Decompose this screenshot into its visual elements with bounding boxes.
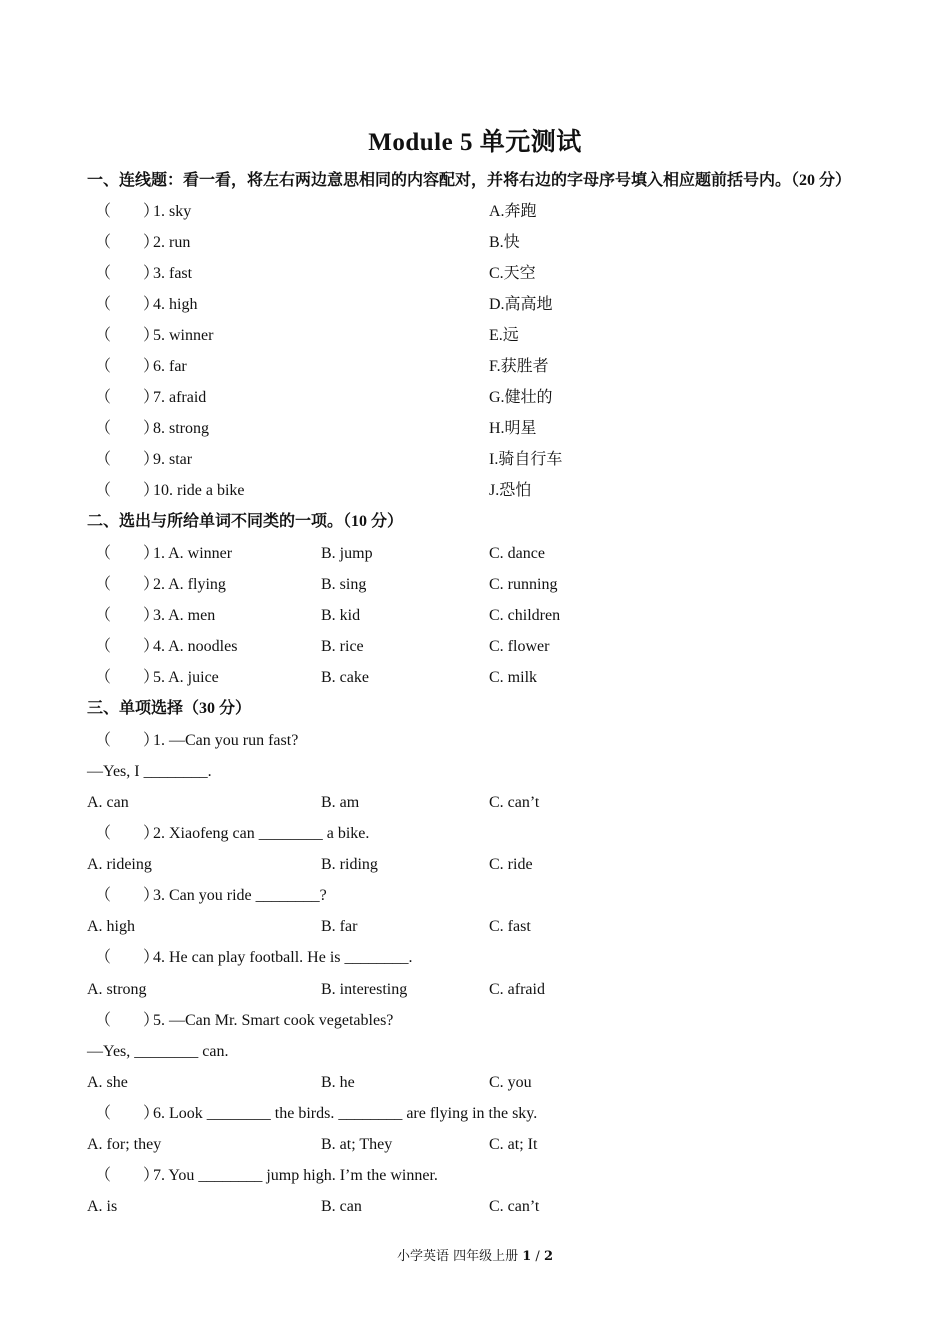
question-text: 1. —Can you run fast? (153, 732, 299, 749)
question-text: 7. You ________ jump high. I’m the winner. (153, 1167, 438, 1184)
answer-blank: （ ） (95, 234, 160, 251)
answer-blank: （ ） (95, 1167, 160, 1184)
answer-blank: （ ） (95, 1012, 160, 1029)
answer-blank: （ ） (95, 203, 160, 220)
option-a: A. high (87, 918, 135, 935)
question-text: 5. —Can Mr. Smart cook vegetables? (153, 1012, 394, 1029)
match-right-item: B.快 (489, 234, 520, 251)
match-row (0, 382, 950, 413)
answer-blank: （ ） (95, 669, 160, 686)
page-separator: / (531, 1249, 544, 1264)
match-left-item: 9. star (153, 451, 193, 468)
match-right-item: C.天空 (489, 265, 536, 282)
option-a: A. can (87, 794, 129, 811)
options-row (0, 974, 950, 1005)
options-row (0, 1067, 950, 1098)
option-a: 3. A. men (153, 607, 216, 624)
page-title: Module 5 单元测试 (368, 129, 582, 156)
footer-label: 小学英语 四年级上册 (396, 1249, 523, 1264)
match-row (0, 289, 950, 320)
match-right-item: D.高高地 (489, 296, 553, 313)
option-b: B. am (321, 794, 360, 811)
question-stem (0, 880, 950, 911)
match-right-item: A.奔跑 (489, 203, 537, 220)
page-total: 2 (543, 1249, 553, 1264)
match-left-item: 7. afraid (153, 389, 207, 406)
match-left-item: 5. winner (153, 327, 214, 344)
question-text: 3. Can you ride ________? (153, 887, 327, 904)
answer-blank: （ ） (95, 420, 160, 437)
answer-blank: （ ） (95, 265, 160, 282)
question-stem (0, 1098, 950, 1129)
option-c: C. dance (489, 545, 545, 562)
match-right-item: H.明星 (489, 420, 537, 437)
option-b: B. riding (321, 856, 378, 873)
question-stem (0, 1160, 950, 1191)
question-stem (0, 725, 950, 756)
match-right-item: I.骑自行车 (489, 451, 563, 468)
question-text: 2. Xiaofeng can ________ a bike. (153, 825, 370, 842)
option-a: A. for; they (87, 1136, 162, 1153)
question-stem-continued (0, 756, 950, 787)
option-a: 5. A. juice (153, 669, 219, 686)
options-row (0, 1129, 950, 1160)
match-right-item: F.获胜者 (489, 358, 549, 375)
option-c: C. can’t (489, 1198, 540, 1215)
question-stem (0, 942, 950, 973)
option-c: C. running (489, 576, 558, 593)
option-c: C. can’t (489, 794, 540, 811)
option-c: C. you (489, 1074, 532, 1091)
match-right-item: J.恐怕 (489, 482, 532, 499)
options-row (0, 911, 950, 942)
question-text: —Yes, ________ can. (87, 1043, 229, 1060)
answer-blank: （ ） (95, 327, 160, 344)
answer-blank: （ ） (95, 482, 160, 499)
question-stem (0, 1005, 950, 1036)
answer-blank: （ ） (95, 1105, 160, 1122)
answer-blank: （ ） (95, 825, 160, 842)
odd-one-out-row (0, 569, 950, 600)
option-b: B. rice (321, 638, 364, 655)
option-a: A. she (87, 1074, 128, 1091)
match-left-item: 1. sky (153, 203, 192, 220)
option-a: 1. A. winner (153, 545, 233, 562)
answer-blank: （ ） (95, 607, 160, 624)
match-row (0, 475, 950, 506)
odd-one-out-row (0, 600, 950, 631)
option-b: B. he (321, 1074, 355, 1091)
answer-blank: （ ） (95, 576, 160, 593)
answer-blank: （ ） (95, 887, 160, 904)
option-c: C. milk (489, 669, 538, 686)
option-b: B. jump (321, 545, 373, 562)
answer-blank: （ ） (95, 638, 160, 655)
match-left-item: 10. ride a bike (153, 482, 245, 499)
match-left-item: 2. run (153, 234, 191, 251)
match-row (0, 413, 950, 444)
section-heading: 一、连线题：看一看，将左右两边意思相同的内容配对，并将右边的字母序号填入相应题前括号内。（20 分） (87, 172, 852, 189)
option-c: C. children (489, 607, 561, 624)
match-right-item: E.远 (489, 327, 519, 344)
match-left-item: 4. high (153, 296, 198, 313)
answer-blank: （ ） (95, 949, 160, 966)
match-right-item: G.健壮的 (489, 389, 553, 406)
odd-one-out-row (0, 662, 950, 693)
options-row (0, 1191, 950, 1222)
odd-one-out-row (0, 631, 950, 662)
section-2-heading-row (0, 506, 950, 537)
option-b: B. interesting (321, 981, 408, 998)
option-a: 2. A. flying (153, 576, 226, 593)
match-row (0, 196, 950, 227)
option-b: B. at; They (321, 1136, 393, 1153)
match-left-item: 6. far (153, 358, 187, 375)
match-left-item: 8. strong (153, 420, 209, 437)
match-row (0, 227, 950, 258)
answer-blank: （ ） (95, 296, 160, 313)
match-row (0, 258, 950, 289)
page-number: 1 (522, 1249, 532, 1264)
answer-blank: （ ） (95, 732, 160, 749)
option-a: A. rideing (87, 856, 152, 873)
option-b: B. cake (321, 669, 369, 686)
option-b: B. kid (321, 607, 361, 624)
page-footer (0, 1245, 950, 1264)
odd-one-out-row (0, 538, 950, 569)
answer-blank: （ ） (95, 545, 160, 562)
question-stem-continued (0, 1036, 950, 1067)
options-row (0, 787, 950, 818)
option-c: C. at; It (489, 1136, 538, 1153)
question-text: 6. Look ________ the birds. ________ are flying in the sky. (153, 1105, 538, 1122)
match-row (0, 444, 950, 475)
option-a: A. strong (87, 981, 147, 998)
section-heading: 二、选出与所给单词不同类的一项。（10 分） (87, 513, 404, 530)
answer-blank: （ ） (95, 451, 160, 468)
option-b: B. sing (321, 576, 367, 593)
answer-blank: （ ） (95, 358, 160, 375)
option-b: B. can (321, 1198, 362, 1215)
match-left-item: 3. fast (153, 265, 193, 282)
match-row (0, 320, 950, 351)
question-text: —Yes, I ________. (87, 763, 212, 780)
match-row (0, 351, 950, 382)
section-3-heading-row (0, 693, 950, 724)
question-stem (0, 818, 950, 849)
option-a: 4. A. noodles (153, 638, 238, 655)
question-text: 4. He can play football. He is ________. (153, 949, 413, 966)
section-1-heading-row (0, 165, 950, 196)
answer-blank: （ ） (95, 389, 160, 406)
option-b: B. far (321, 918, 358, 935)
option-c: C. flower (489, 638, 550, 655)
option-a: A. is (87, 1198, 118, 1215)
options-row (0, 849, 950, 880)
option-c: C. ride (489, 856, 533, 873)
section-heading: 三、单项选择（30 分） (87, 700, 252, 717)
option-c: C. fast (489, 918, 531, 935)
option-c: C. afraid (489, 981, 545, 998)
